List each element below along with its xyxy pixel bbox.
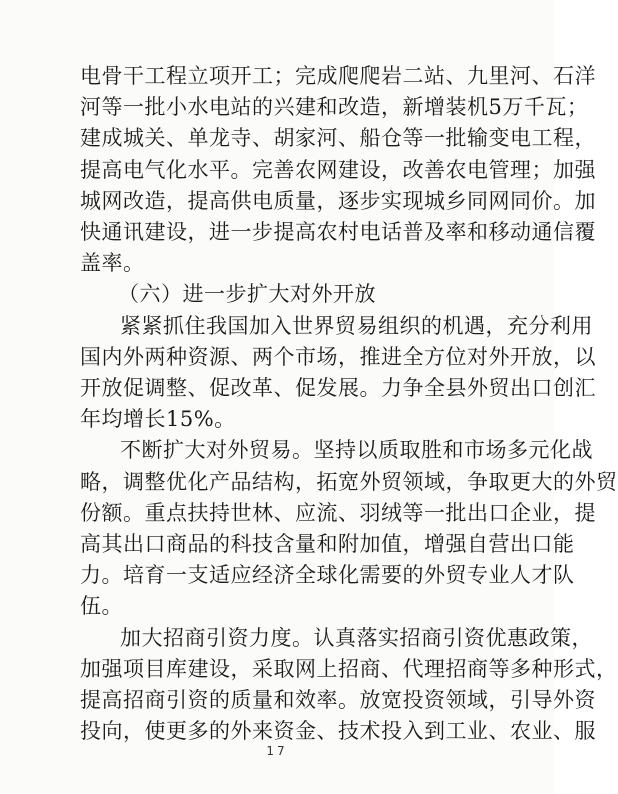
paragraph-3-line-4: 投向，使更多的外来资金、技术投入到工业、农业、服	[80, 719, 596, 743]
section-heading: （六）进一步扩大对外开放	[118, 282, 376, 306]
paragraph-1-line-2: 国内外两种资源、两个市场，推进全方位对外开放，以	[80, 345, 596, 369]
paragraph-1-line-3: 开放促调整、促改革、促发展。力争全县外贸出口创汇	[80, 376, 596, 400]
text-line-1: 电骨干工程立项开工；完成爬爬岩二站、九里河、石洋	[80, 64, 596, 88]
paragraph-1-line-4: 年均增长15%。	[80, 407, 236, 431]
paragraph-2-line-6: 伍。	[80, 594, 123, 618]
paragraph-1-line-1: 紧紧抓住我国加入世界贸易组织的机遇，充分利用	[120, 314, 593, 338]
text-line-6: 快通讯建设，进一步提高农村电话普及率和移动通信覆	[80, 220, 596, 244]
paragraph-2-line-3: 份额。重点扶持世林、应流、羽绒等一批出口企业，提	[80, 501, 596, 525]
paragraph-3-line-2: 加强项目库建设，采取网上招商、代理招商等多种形式，	[80, 657, 618, 681]
page-number: 17	[266, 744, 288, 758]
paragraph-3-line-1: 加大招商引资力度。认真落实招商引资优惠政策，	[120, 626, 593, 650]
paragraph-2-line-2: 略，调整优化产品结构，拓宽外贸领域，争取更大的外贸	[80, 470, 618, 494]
text-line-7: 盖率。	[80, 251, 145, 275]
text-line-3: 建成城关、单龙寺、胡家河、船仓等一批输变电工程，	[80, 126, 596, 150]
text-line-2: 河等一批小水电站的兴建和改造，新增装机5万千瓦；	[80, 95, 589, 119]
text-line-4: 提高电气化水平。完善农网建设，改善农电管理；加强	[80, 158, 596, 182]
paragraph-2-line-1: 不断扩大对外贸易。坚持以质取胜和市场多元化战	[120, 438, 593, 462]
paragraph-2-line-4: 高其出口商品的科技含量和附加值，增强自营出口能	[80, 532, 575, 556]
paragraph-3-line-3: 提高招商引资的质量和效率。放宽投资领域，引导外资	[80, 688, 596, 712]
text-line-5: 城网改造，提高供电质量，逐步实现城乡同网同价。加	[80, 189, 596, 213]
paragraph-2-line-5: 力。培育一支适应经济全球化需要的外贸专业人才队	[80, 563, 575, 587]
